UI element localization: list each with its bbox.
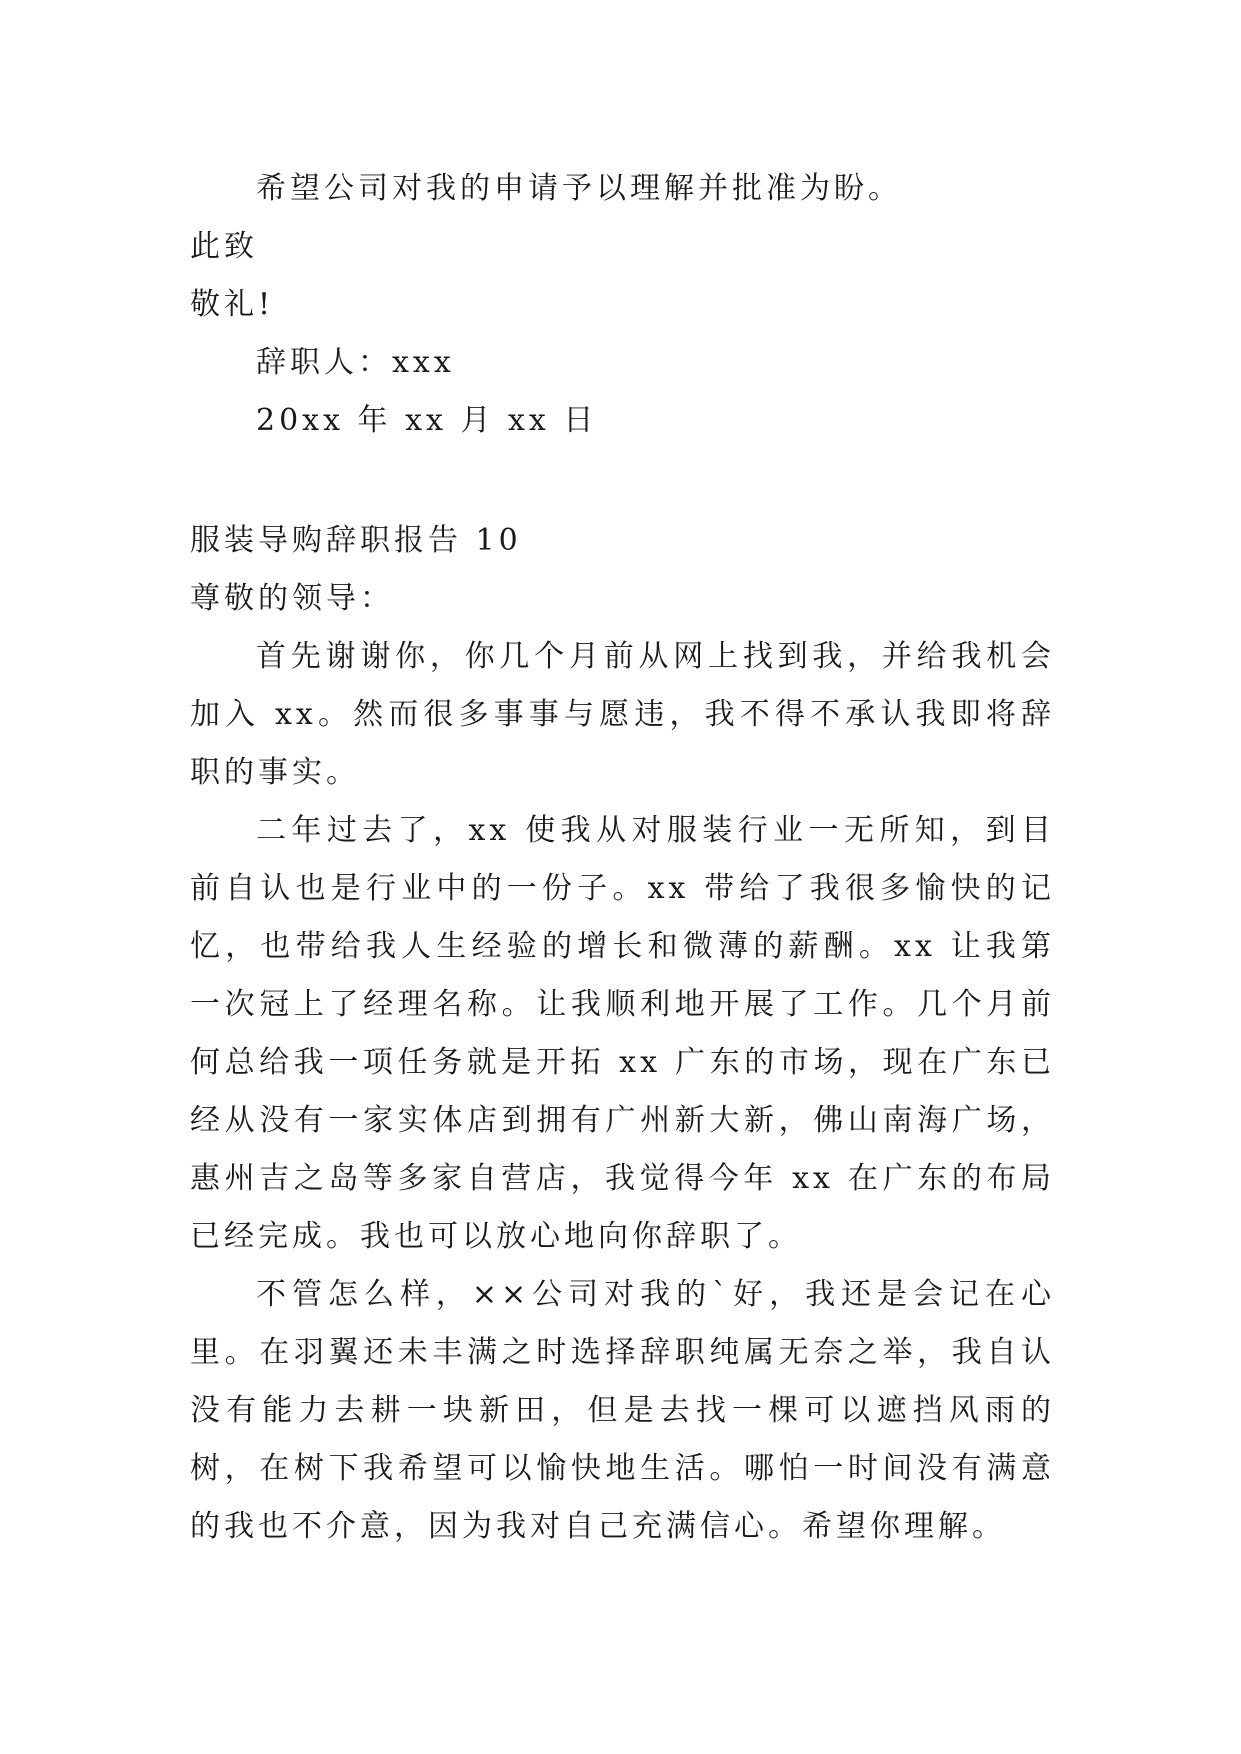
body-paragraph-2: 二年过去了，xx 使我从对服装行业一无所知，到目前自认也是行业中的一份子。xx 带给了我很多愉快的记忆，也带给我人生经验的增长和微薄的薪酬。xx 让我第一次冠上了经理名称。让我顺利地开展了工作。几个月前何总给我一项任务就是开拓 xx 广东的市场，现在广东已经从没有一家实体店到拥有广州新大新，佛山南海广场，惠州吉之岛等多家自营店，我觉得今年 xx 在广东的布局已经完成。我也可以放心地向你辞职了。 [190,813,1055,1254]
closing-request: 希望公司对我的申请予以理解并批准为盼。 [256,171,902,206]
signer: 辞职人：xxx [256,345,455,380]
document-body [190,160,1055,1556]
section-gap [190,450,1055,512]
body-paragraph-1: 首先谢谢你，你几个月前从网上找到我，并给我机会加入 xx。然而很多事事与愿违，我不得不承认我即将辞职的事实。 [190,639,1055,790]
salutation-line-2: 敬礼! [190,287,275,322]
salutation-line-1: 此致 [190,229,258,264]
report-title: 服装导购辞职报告 10 [190,523,522,558]
body-paragraph-3: 不管怎么样，××公司对我的`好，我还是会记在心里。在羽翼还未丰满之时选择辞职纯属无奈之举，我自认没有能力去耕一块新田，但是去找一棵可以遮挡风雨的树，在树下我希望可以愉快地生活。哪怕一时间没有满意的我也不介意，因为我对自己充满信心。希望你理解。 [190,1277,1055,1544]
signature-date: 20xx 年 xx 月 xx 日 [256,403,598,438]
report-addressee: 尊敬的领导： [190,581,394,616]
